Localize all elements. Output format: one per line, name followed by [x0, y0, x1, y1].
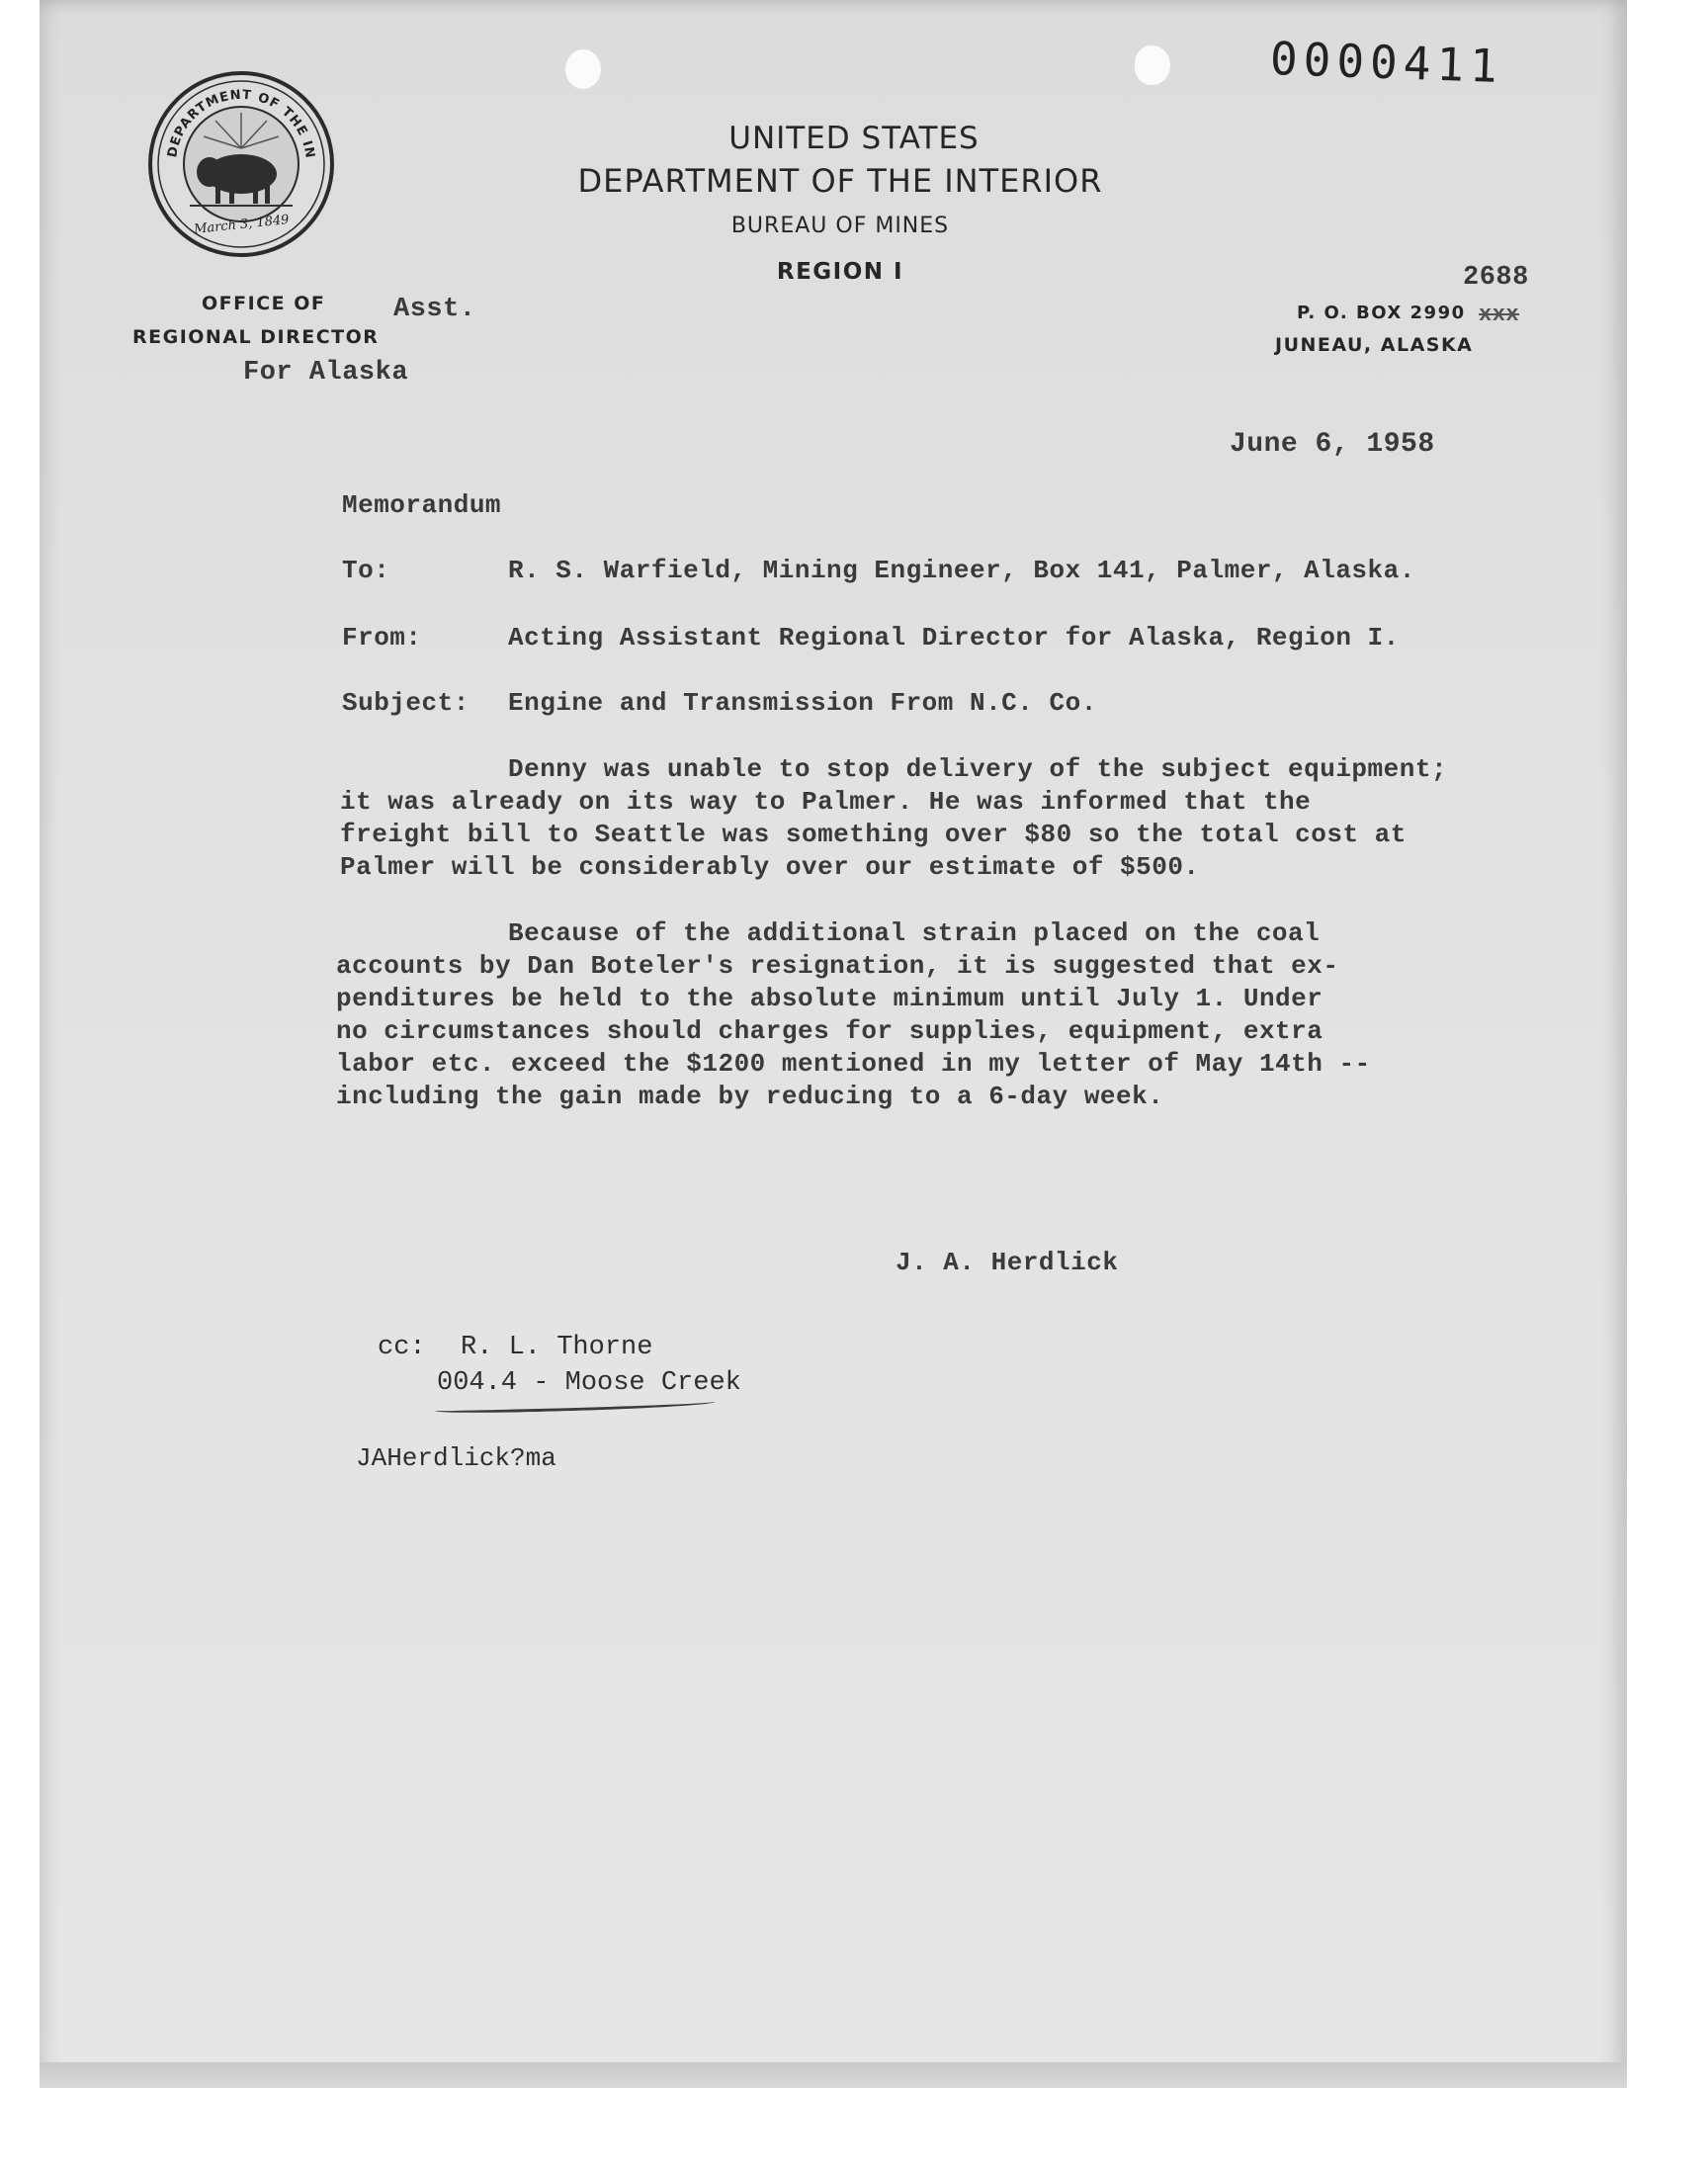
letterhead-line3: BUREAU OF MINES	[730, 214, 950, 238]
paragraph-1-line: Denny was unable to stop delivery of the subject equipment;	[508, 754, 1448, 784]
paragraph-2-line: penditures be held to the absolute minimum until July 1. Under	[336, 984, 1324, 1013]
address-struck: xxx	[1479, 303, 1520, 327]
paragraph-2-line: no circumstances should charges for supplies, equipment, extra	[336, 1016, 1324, 1046]
address-city: JUNEAU, ALASKA	[1275, 334, 1474, 356]
letterhead-line2: DEPARTMENT OF THE INTERIOR	[577, 162, 1103, 200]
to-label: To:	[342, 556, 390, 585]
document-number: 0000411	[1269, 31, 1504, 94]
typist-initials: JAHerdlick?ma	[356, 1443, 556, 1473]
from-label: From:	[342, 623, 422, 652]
paragraph-2-line: accounts by Dan Boteler's resignation, it is suggested that ex-	[336, 951, 1339, 981]
paragraph-1-line: freight bill to Seattle was something over $80 so the total cost at	[340, 820, 1407, 849]
office-line2: REGIONAL DIRECTOR	[132, 326, 380, 348]
paragraph-2-line: including the gain made by reducing to a 6-day week.	[336, 1082, 1164, 1111]
address-po-box: P. O. BOX 2990	[1297, 303, 1466, 323]
paragraph-1-line: it was already on its way to Palmer. He was informed that the	[340, 787, 1312, 817]
letterhead-line1: UNITED STATES	[728, 121, 980, 156]
seal-date: March 3, 1849	[193, 212, 291, 238]
paper-bottom-edge	[40, 2062, 1627, 2088]
paragraph-1-line: Palmer will be considerably over our estimate of $500.	[340, 852, 1200, 882]
punch-hole-left	[565, 49, 601, 89]
office-asst: Asst.	[393, 295, 476, 324]
cc-label: cc:	[378, 1333, 426, 1362]
letterhead-line4: REGION I	[776, 259, 904, 285]
subject-value: Engine and Transmission From N.C. Co.	[508, 688, 1097, 718]
cc-line1: R. L. Thorne	[461, 1333, 653, 1362]
address-box-typed: 2688	[1463, 263, 1529, 293]
memo-label: Memorandum	[342, 490, 502, 520]
cc-line2: 004.4 - Moose Creek	[437, 1368, 741, 1398]
paragraph-2-line: Because of the additional strain placed on the coal	[508, 918, 1321, 948]
from-value: Acting Assistant Regional Director for Alaska, Region I.	[508, 623, 1400, 652]
punch-hole-right	[1135, 45, 1170, 85]
seal-top-text: DEPARTMENT OF THE IN	[165, 87, 317, 160]
signature: J. A. Herdlick	[896, 1248, 1119, 1277]
office-line1: OFFICE OF	[202, 293, 326, 314]
paragraph-2-line: labor etc. exceed the $1200 mentioned in my letter of May 14th --	[336, 1049, 1371, 1079]
office-line3: For Alaska	[243, 358, 409, 388]
paragraph-2	[336, 917, 1371, 1113]
to-value: R. S. Warfield, Mining Engineer, Box 141, Palmer, Alaska.	[508, 556, 1415, 585]
subject-label: Subject:	[342, 688, 470, 718]
memo-date: June 6, 1958	[1230, 429, 1435, 460]
paragraph-1	[340, 753, 1447, 884]
